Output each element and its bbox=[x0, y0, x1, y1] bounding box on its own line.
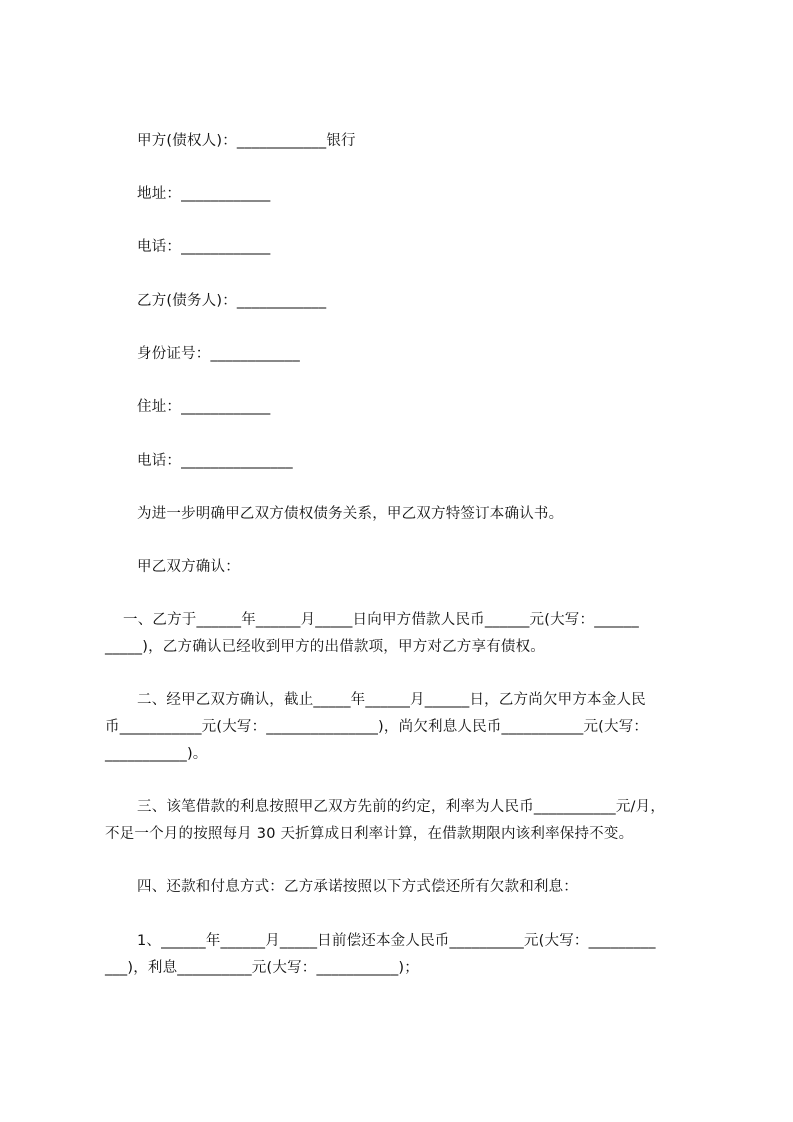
clause-2-line-1: 二、经甲乙双方确认，截止_____年______月______日，乙方尚欠甲方本金人民 bbox=[137, 692, 646, 708]
party-a-line: 甲方(债权人)：____________银行 bbox=[137, 133, 356, 149]
clause-1-line-2: _____)，乙方确认已经收到甲方的出借款项，甲方对乙方享有债权。 bbox=[105, 639, 546, 655]
clause-2-line-3: ___________)。 bbox=[105, 746, 208, 762]
clause-1-line-1: 一、乙方于______年______月_____日向甲方借款人民币______元(大写：______ bbox=[123, 612, 639, 628]
phone-b-line: 电话：_______________ bbox=[137, 453, 293, 469]
clause-3-line-1: 三、该笔借款的利息按照甲乙双方先前的约定，利率为人民币___________元/月， bbox=[137, 799, 666, 815]
residence-line: 住址：____________ bbox=[137, 399, 271, 415]
address-line: 地址：____________ bbox=[137, 186, 271, 202]
intro-paragraph: 为进一步明确甲乙双方债权债务关系，甲乙双方特签订本确认书。 bbox=[137, 506, 564, 522]
clause-4-line: 四、还款和付息方式：乙方承诺按照以下方式偿还所有欠款和利息： bbox=[137, 879, 578, 895]
phone-a-line: 电话：____________ bbox=[137, 239, 271, 255]
party-b-line: 乙方(债务人)：____________ bbox=[137, 293, 327, 309]
item-1-line-2: ___)，利息__________元(大写：___________)； bbox=[105, 960, 419, 976]
clause-3-line-2: 不足一个月的按照每月 30 天折算成日利率计算，在借款期限内该利率保持不变。 bbox=[105, 826, 634, 842]
id-number-line: 身份证号：____________ bbox=[137, 346, 300, 362]
confirm-heading: 甲乙双方确认： bbox=[137, 559, 240, 575]
item-1-line-1: 1、______年______月_____日前偿还本金人民币__________元(大写：_________ bbox=[137, 933, 656, 949]
clause-2-line-2: 币___________元(大写：_______________)，尚欠利息人民币___________元(大写： bbox=[105, 719, 649, 735]
